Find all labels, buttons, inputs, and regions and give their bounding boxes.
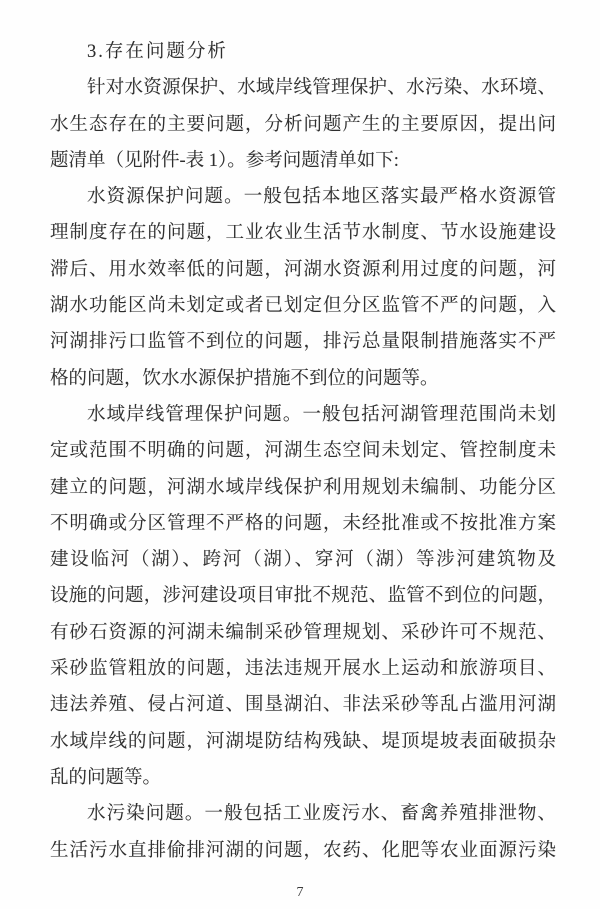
section-heading: 3.存在问题分析: [87, 42, 228, 62]
text-line: 水域岸线的问题，河湖堤防结构残缺、堤顶堤坡表面破损杂: [50, 731, 556, 752]
text-line: 建设临河（湖）、跨河（湖）、穿河（湖）等涉河建筑物及: [50, 550, 556, 571]
document-body: [50, 34, 556, 869]
text-line: 采砂监管粗放的问题，违法违规开展水上运动和旅游项目、: [50, 659, 556, 680]
text-line: 河湖排污口监管不到位的问题，排污总量限制措施落实不严: [50, 332, 556, 353]
text-line: 水域岸线管理保护问题。一般包括河湖管理范围尚未划: [87, 404, 556, 425]
text-line: 设施的问题，涉河建设项目审批不规范、监管不到位的问题，: [50, 586, 556, 607]
text-line: 生活污水直排偷排河湖的问题，农药、化肥等农业面源污染: [50, 840, 556, 861]
text-line: 水生态存在的主要问题，分析问题产生的主要原因，提出问: [50, 114, 556, 135]
text-line: 有砂石资源的河湖未编制采砂管理规划、采砂许可不规范、: [50, 622, 556, 643]
text-line: 水资源保护问题。一般包括本地区落实最严格水资源管: [87, 187, 556, 208]
text-line: 定或范围不明确的问题，河湖生态空间未划定、管控制度未: [50, 441, 556, 462]
text-line: 乱的问题等。: [50, 767, 162, 788]
text-line: 格的问题，饮水水源保护措施不到位的问题等。: [50, 368, 439, 389]
page-number: 7: [296, 885, 304, 900]
text-line: 湖水功能区尚未划定或者已划定但分区监管不严的问题，入: [50, 296, 556, 317]
text-line: 理制度存在的问题，工业农业生活节水制度、节水设施建设: [50, 223, 556, 244]
text-line: 水污染问题。一般包括工业废污水、畜禽养殖排泄物、: [87, 804, 556, 825]
text-line: 滞后、用水效率低的问题，河湖水资源利用过度的问题，河: [50, 259, 556, 280]
text-line: 题清单（见附件-表 1）。参考问题清单如下:: [50, 150, 399, 171]
text-line: 针对水资源保护、水域岸线管理保护、水污染、水环境、: [87, 78, 556, 99]
text-line: 违法养殖、侵占河道、围垦湖泊、非法采砂等乱占滥用河湖: [50, 695, 556, 716]
text-line: 建立的问题，河湖水域岸线保护利用规划未编制、功能分区: [50, 477, 556, 498]
text-line: 不明确或分区管理不严格的问题，未经批准或不按批准方案: [50, 513, 556, 534]
